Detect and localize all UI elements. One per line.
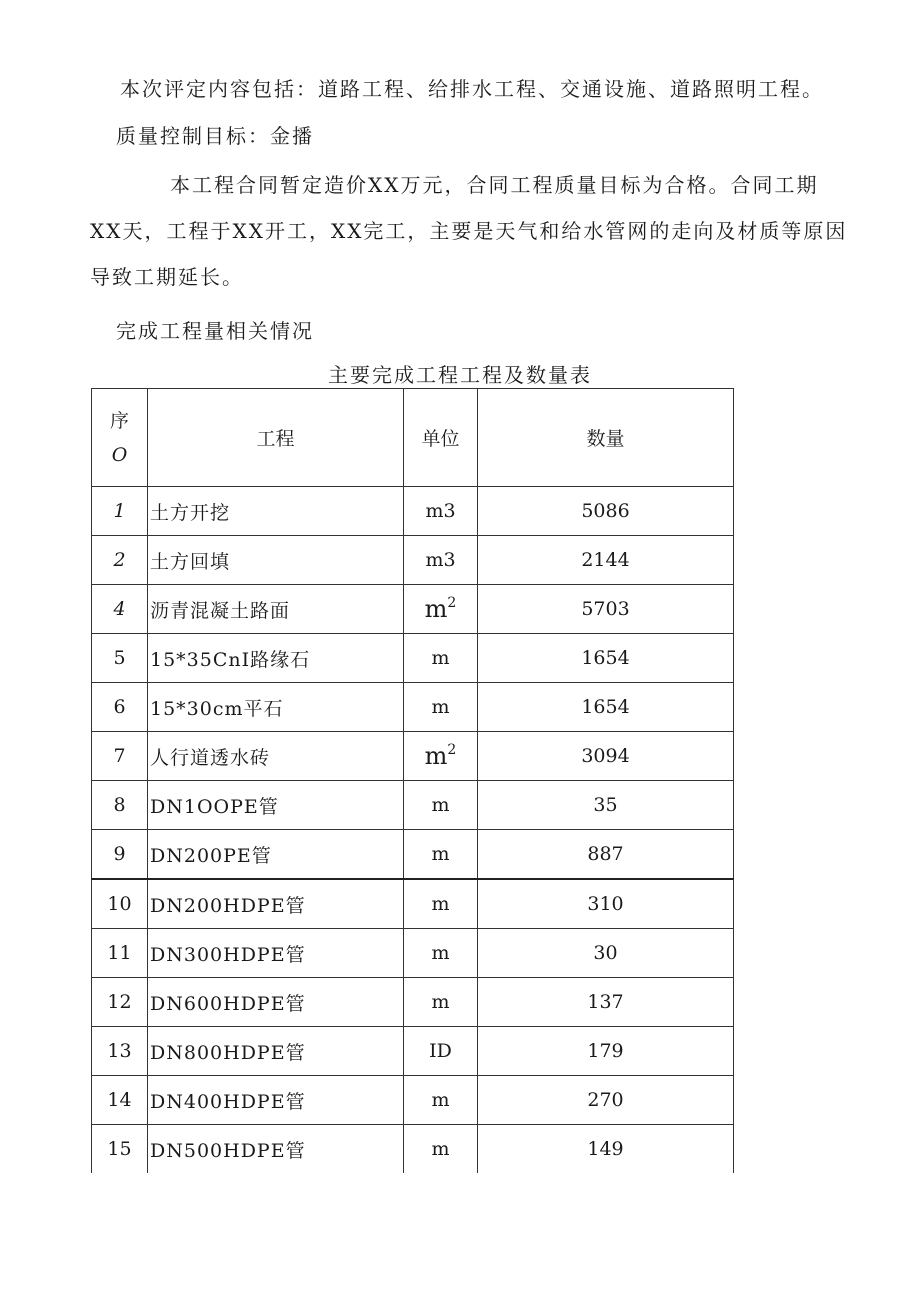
table-caption: 主要完成工程工程及数量表 (328, 363, 592, 387)
row-item: DN300HDPE管 (148, 929, 404, 978)
header-seq (92, 389, 148, 487)
row-unit-superscript: 2 (447, 595, 457, 611)
row-unit: m3 (404, 487, 478, 536)
row-seq: 13 (92, 1027, 148, 1076)
row-seq: 6 (92, 683, 148, 732)
table-body (92, 487, 734, 1174)
row-seq: 2 (92, 536, 148, 585)
row-seq: 12 (92, 978, 148, 1027)
header-unit: 单位 (404, 389, 478, 487)
quality-target-paragraph: 质量控制目标：金播 (116, 124, 314, 148)
table-row (92, 830, 734, 880)
row-quantity: 3094 (478, 732, 734, 781)
row-unit: m (404, 781, 478, 830)
section-heading: 完成工程量相关情况 (116, 319, 314, 343)
row-seq: 5 (92, 634, 148, 683)
row-item: 土方开挖 (148, 487, 404, 536)
row-quantity: 149 (478, 1125, 734, 1174)
row-seq: 10 (92, 879, 148, 929)
table-row (92, 732, 734, 781)
row-quantity: 270 (478, 1076, 734, 1125)
row-unit: m3 (404, 536, 478, 585)
row-item: DN200PE管 (148, 830, 404, 880)
row-unit: m (404, 683, 478, 732)
row-item: DN200HDPE管 (148, 879, 404, 929)
row-seq: 14 (92, 1076, 148, 1125)
row-seq: 7 (92, 732, 148, 781)
header-seq-bottom: O (111, 443, 128, 466)
table-row (92, 1076, 734, 1125)
row-unit: m (404, 1076, 478, 1125)
table-row (92, 585, 734, 634)
row-quantity: 310 (478, 879, 734, 929)
row-item: DN600HDPE管 (148, 978, 404, 1027)
scope-paragraph: 本次评定内容包括：道路工程、给排水工程、交通设施、道路照明工程。 (120, 77, 824, 101)
row-seq: 15 (92, 1125, 148, 1174)
table-row (92, 1027, 734, 1076)
row-unit-base: m (424, 595, 448, 623)
row-seq: 4 (92, 585, 148, 634)
row-quantity: 2144 (478, 536, 734, 585)
row-seq: 9 (92, 830, 148, 880)
row-unit: m (404, 1125, 478, 1174)
header-quantity: 数量 (478, 389, 734, 487)
header-seq-top: 序 (109, 409, 129, 432)
contract-paragraph: 本工程合同暂定造价XX万元，合同工程质量目标为合格。合同工期XX天，工程于XX开工，XX完工，主要是天气和给水管网的走向及材质等原因导致工期延长。 (90, 173, 848, 289)
row-quantity: 30 (478, 929, 734, 978)
row-item: DN400HDPE管 (148, 1076, 404, 1125)
row-unit-base: m (424, 742, 448, 770)
row-item: 沥青混凝土路面 (148, 585, 404, 634)
row-item: DN500HDPE管 (148, 1125, 404, 1174)
row-item: 人行道透水砖 (148, 732, 404, 781)
row-unit: m (404, 830, 478, 880)
row-unit (404, 585, 478, 634)
row-unit (404, 732, 478, 781)
row-quantity: 5703 (478, 585, 734, 634)
table-row (92, 1125, 734, 1174)
row-quantity: 1654 (478, 634, 734, 683)
table-row (92, 683, 734, 732)
row-unit-superscript: 2 (447, 742, 457, 758)
row-item: DN1OOPE管 (148, 781, 404, 830)
table-row (92, 978, 734, 1027)
row-quantity: 179 (478, 1027, 734, 1076)
row-unit: m (404, 634, 478, 683)
row-unit: m (404, 929, 478, 978)
row-quantity: 137 (478, 978, 734, 1027)
quantity-table (91, 388, 734, 1173)
table-row (92, 879, 734, 929)
table-row (92, 634, 734, 683)
row-quantity: 35 (478, 781, 734, 830)
row-quantity: 1654 (478, 683, 734, 732)
row-unit: m (404, 978, 478, 1027)
table-row (92, 781, 734, 830)
row-unit: ID (404, 1027, 478, 1076)
table-header-row (92, 389, 734, 487)
row-quantity: 887 (478, 830, 734, 880)
row-seq: 1 (92, 487, 148, 536)
row-item: 15*30cm平石 (148, 683, 404, 732)
table-row (92, 487, 734, 536)
table-row (92, 929, 734, 978)
row-seq: 8 (92, 781, 148, 830)
row-seq: 11 (92, 929, 148, 978)
row-item: DN800HDPE管 (148, 1027, 404, 1076)
row-unit: m (404, 879, 478, 929)
row-item: 土方回填 (148, 536, 404, 585)
header-item: 工程 (148, 389, 404, 487)
row-quantity: 5086 (478, 487, 734, 536)
row-item: 15*35CnI路缘石 (148, 634, 404, 683)
table-row (92, 536, 734, 585)
